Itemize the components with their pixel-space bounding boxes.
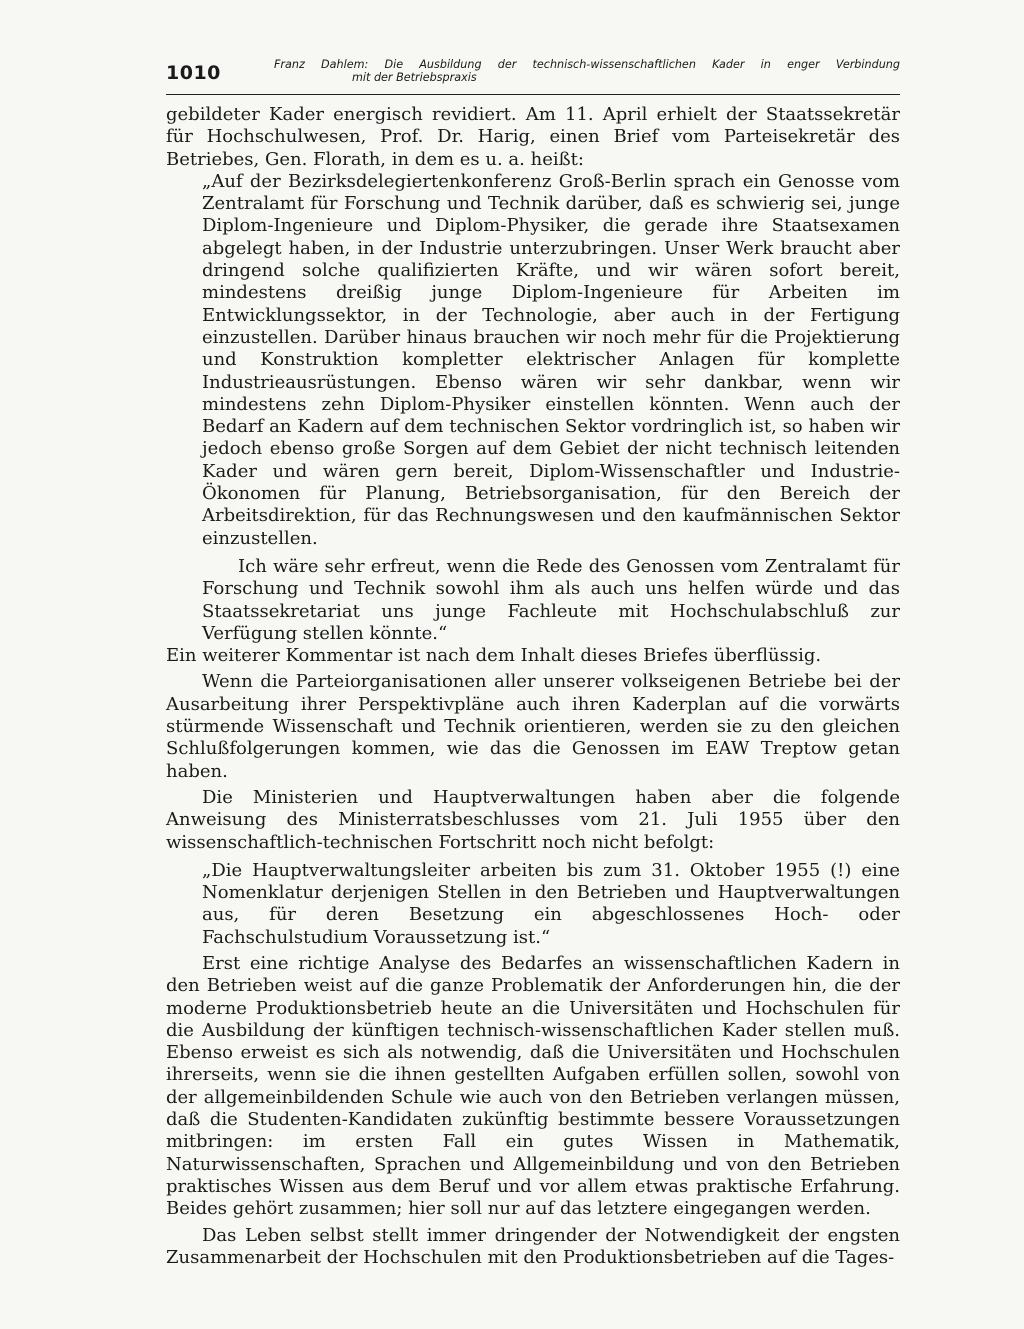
paragraph: Wenn die Parteiorganisationen aller unserer volkseigenen Betriebe bei der Ausarbeitung ihrer Perspektivpläne auch ihren Kaderplan auf die vorwärts stürmende Wissenschaft und Technik orientieren, werden sie zu den gleichen Schlußfolgerungen kommen, wie das die Genossen im EAW Treptow getan haben. — [166, 671, 900, 782]
paragraph: gebildeter Kader energisch revidiert. Am 11. April erhielt der Staatssekretär für Hochschulwesen, Prof. Dr. Harig, einen Brief vom Parteisekretär des Betriebes, Gen. Florath, in dem es u. a. heißt: — [166, 104, 900, 170]
running-title-line-1: Franz Dahlem: Die Ausbildung der technisch-wissenschaftlichen Kader in enger Verbindung — [274, 58, 900, 71]
running-title-line-2: mit der Betriebspraxis — [352, 71, 477, 84]
page-header — [166, 56, 900, 95]
paragraph: Erst eine richtige Analyse des Bedarfes an wissenschaftlichen Kadern in den Betrieben weist auf die ganze Problematik der Anforderungen hin, die der moderne Produktionsbetrieb heute an die Universitäten und Hochschulen für die Ausbildung der künftigen technisch-wissenschaftlichen Kader stellen muß. Ebenso erweist es sich als notwendig, daß die Universitäten und Hochschulen ihrerseits, wenn sie die ihnen gestellten Aufgaben erfüllen sollen, sowohl von der allgemeinbildenden Schule wie auch von den Betrieben verlangen müssen, daß die Studenten-Kandidaten zukünftig bestimmte bessere Voraussetzungen mitbringen: im ersten Fall ein gutes Wissen in Mathematik, Naturwissenschaften, Sprachen und Allgemeinbildung und von den Betrieben praktisches Wissen aus dem Beruf und vor allem etwas praktische Erfahrung. Beides gehört zusammen; hier soll nur auf das letztere eingegangen werden. — [166, 952, 900, 1220]
page-number: 1010 — [166, 62, 221, 84]
body-text — [166, 104, 900, 1269]
quoted-directive: „Die Hauptverwaltungsleiter arbeiten bis zum 31. Oktober 1955 (!) eine Nomenklatur derjenigen Stellen in den Betrieben und Hauptverwaltungen aus, für deren Besetzung ein abgeschlossenes Hoch- oder Fachschulstudium Voraussetzung ist.“ — [202, 859, 900, 948]
paragraph: Das Leben selbst stellt immer dringender der Notwendigkeit der engsten Zusammenarbeit der Hochschulen mit den Produktionsbetrieben auf die Tages- — [166, 1224, 900, 1268]
quoted-letter-paragraph: Ich wäre sehr erfreut, wenn die Rede des Genossen vom Zentralamt für Forschung und Technik sowohl ihm als auch uns helfen würde und das Staatssekretariat uns junge Fachleute mit Hochschulabschluß zur Verfügung stellen könnte.“ — [202, 555, 900, 644]
paragraph: Ein weiterer Kommentar ist nach dem Inhalt dieses Briefes überflüssig. — [166, 645, 822, 667]
paragraph: Die Ministerien und Hauptverwaltungen haben aber die folgende Anweisung des Ministerratsbeschlusses vom 21. Juli 1955 über den wissenschaftlich-technischen Fortschritt noch nicht befolgt: — [166, 786, 900, 853]
running-title — [274, 58, 900, 84]
quoted-letter-paragraph: „Auf der Bezirksdelegiertenkonferenz Groß-Berlin sprach ein Genosse vom Zentralamt für Forschung und Technik darüber, daß es schwierig sei, junge Diplom-Ingenieure und Diplom-Physiker, die gerade ihre Staatsexamen abgelegt haben, in der Industrie unterzubringen. Unser Werk braucht aber dringend solche qualifizierten Kräfte, und wir wären sofort bereit, mindestens dreißig junge Diplom-Ingenieure für Arbeiten im Entwicklungssektor, in der Technologie, aber auch in der Fertigung einzustellen. Darüber hinaus brauchen wir noch mehr für die Projektierung und Konstruktion kompletter elektrischer Anlagen für komplette Industrieausrüstungen. Ebenso wären wir sehr dankbar, wenn wir mindestens zehn Diplom-Physiker einstellen könnten. Wenn auch der Bedarf an Kadern auf dem technischen Sektor vordringlich ist, so haben wir jedoch ebenso große Sorgen auf dem Gebiet der nicht technisch leitenden Kader und wären gern bereit, Diplom-Wissenschaftler und Industrie-Ökonomen für Planung, Betriebsorganisation, für den Bereich der Arbeitsdirektion, für das Rechnungswesen und den kaufmännischen Sektor einzustellen. — [202, 170, 900, 549]
